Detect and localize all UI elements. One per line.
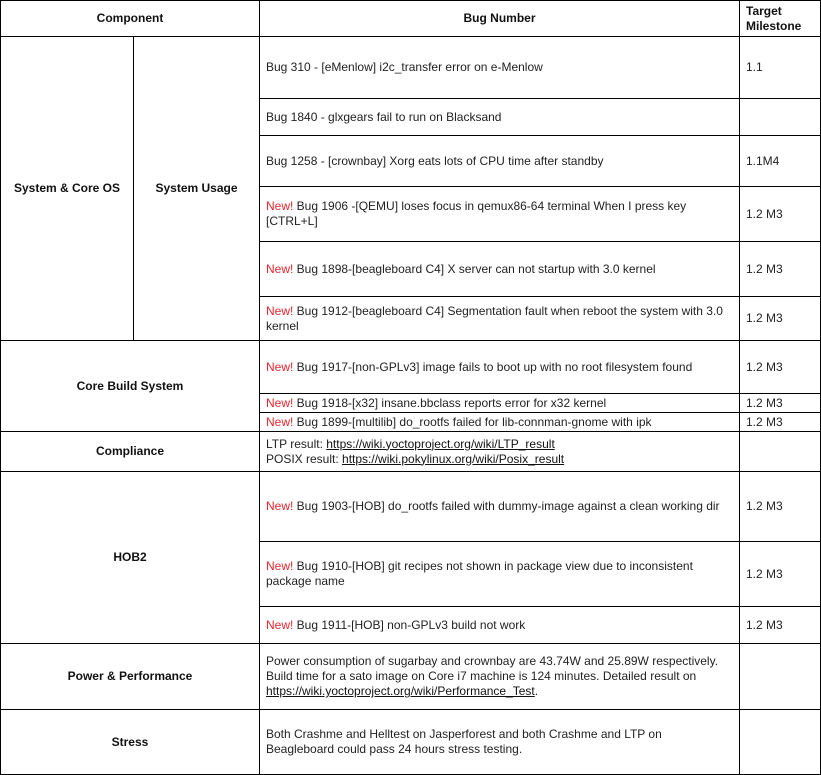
milestone-cell: 1.1: [740, 37, 821, 99]
new-badge: New!: [266, 261, 294, 276]
ltp-label: LTP result:: [266, 436, 327, 451]
table-row: [1, 472, 821, 542]
bug-cell: [260, 37, 740, 99]
bug-cell: [260, 394, 740, 413]
bug-text: Bug 1899-[multilib] do_rootfs failed for lib-connman-gnome with ipk: [293, 414, 652, 429]
bug-cell: [260, 341, 740, 394]
milestone-cell: 1.2 M3: [740, 542, 821, 607]
posix-result-link[interactable]: https://wiki.pokylinux.org/wiki/Posix_result: [342, 451, 565, 466]
power-consumption-text: Power consumption of sugarbay and crownbay are 43.74W and 25.89W respectively.: [266, 654, 719, 668]
component-power-performance: Power & Performance: [1, 644, 260, 710]
component-stress: Stress: [1, 710, 260, 775]
bug-text: Bug 1918-[x32] insane.bbclass reports error for x32 kernel: [293, 395, 607, 410]
milestone-cell: 1.2 M3: [740, 187, 821, 242]
bug-cell: [260, 297, 740, 341]
bug-cell: [260, 413, 740, 432]
milestone-cell: 1.2 M3: [740, 341, 821, 394]
ltp-result-link[interactable]: https://wiki.yoctoproject.org/wiki/LTP_result: [326, 436, 555, 451]
power-tail: .: [534, 684, 539, 698]
bug-text: Bug 1911-[HOB] non-GPLv3 build not work: [293, 617, 526, 632]
power-cell: [260, 644, 740, 710]
new-badge: New!: [266, 414, 294, 429]
stress-text: Both Crashme and Helltest on Jasperforest and both Crashme and LTP on Beagleboard could pass 24 hours stress testing.: [266, 727, 662, 756]
header-target-milestone: Target Milestone: [740, 1, 821, 37]
new-badge: New!: [266, 359, 294, 374]
bug-cell: [260, 472, 740, 542]
milestone-cell: 1.2 M3: [740, 413, 821, 432]
bug-text: Bug 1910-[HOB] git recipes not shown in package view due to inconsistent package name: [266, 559, 693, 588]
bug-text: Bug 1917-[non-GPLv3] image fails to boot up with no root filesystem found: [293, 359, 693, 374]
milestone-cell: [740, 432, 821, 472]
table-row: [1, 432, 821, 472]
new-badge: New!: [266, 617, 294, 632]
milestone-cell: 1.2 M3: [740, 394, 821, 413]
new-badge: New!: [266, 559, 294, 573]
bug-cell: [260, 542, 740, 607]
stress-cell: [260, 710, 740, 775]
bug-cell: [260, 136, 740, 187]
bug-text: Bug 1906 -[QEMU] loses focus in qemux86-64 terminal When I press key [CTRL+L]: [266, 199, 687, 228]
milestone-cell: 1.2 M3: [740, 242, 821, 297]
new-badge: New!: [266, 499, 294, 513]
milestone-cell: [740, 710, 821, 775]
subcomponent-system-usage: System Usage: [134, 37, 260, 341]
bug-text: Bug 1903-[HOB] do_rootfs failed with dummy-image against a clean working dir: [293, 499, 720, 513]
header-bug-number: Bug Number: [260, 1, 740, 37]
posix-label: POSIX result:: [266, 451, 343, 466]
bug-text: Bug 1840 - glxgears fail to run on Blacksand: [266, 109, 502, 124]
table-row: [1, 341, 821, 394]
table-row: [1, 37, 821, 99]
bug-cell: [260, 607, 740, 644]
header-row: [1, 1, 821, 37]
table-row: [1, 710, 821, 775]
bug-cell: [260, 187, 740, 242]
component-compliance: Compliance: [1, 432, 260, 472]
bug-text: Bug 310 - [eMenlow] i2c_transfer error on e-Menlow: [266, 60, 543, 74]
component-hob2: HOB2: [1, 472, 260, 644]
milestone-cell: [740, 644, 821, 710]
bug-text: Bug 1898-[beagleboard C4] X server can not startup with 3.0 kernel: [293, 261, 656, 276]
bug-text: Bug 1258 - [crownbay] Xorg eats lots of CPU time after standby: [266, 153, 604, 168]
milestone-cell: 1.2 M3: [740, 607, 821, 644]
build-time-text: Build time for a sato image on Core i7 machine is 124 minutes. Detailed result on: [266, 669, 697, 683]
milestone-cell: [740, 99, 821, 136]
header-component: Component: [1, 1, 260, 37]
component-core-build-system: Core Build System: [1, 341, 260, 432]
new-badge: New!: [266, 395, 294, 410]
bug-cell: [260, 242, 740, 297]
milestone-cell: 1.1M4: [740, 136, 821, 187]
bug-text: Bug 1912-[beagleboard C4] Segmentation fault when reboot the system with 3.0 kernel: [266, 303, 723, 333]
compliance-cell: [260, 432, 740, 472]
new-badge: New!: [266, 199, 294, 213]
milestone-cell: 1.2 M3: [740, 297, 821, 341]
milestone-cell: 1.2 M3: [740, 472, 821, 542]
performance-test-link[interactable]: https://wiki.yoctoproject.org/wiki/Performance_Test: [266, 684, 535, 698]
new-badge: New!: [266, 303, 294, 318]
component-system-core-os: System & Core OS: [1, 37, 134, 341]
table-row: [1, 644, 821, 710]
bug-cell: [260, 99, 740, 136]
